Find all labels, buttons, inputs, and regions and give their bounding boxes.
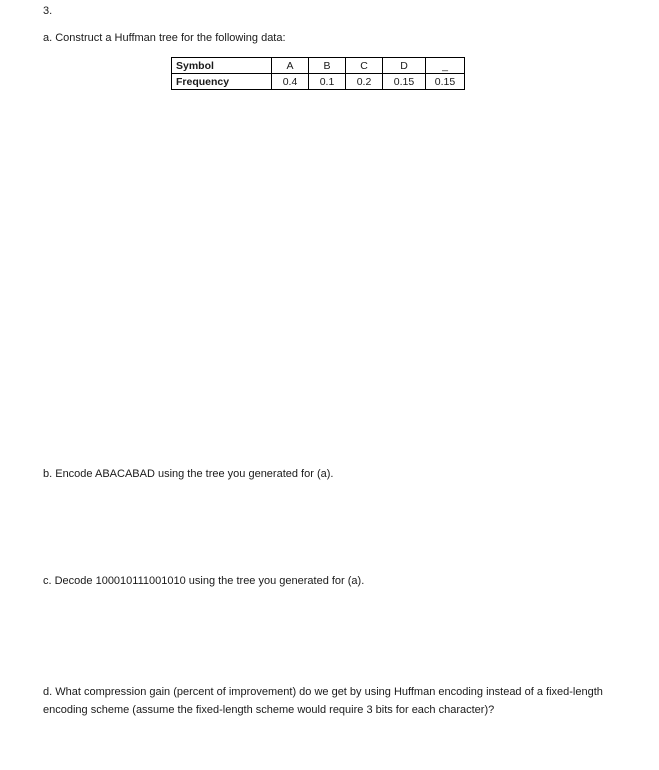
row-header-frequency: Frequency xyxy=(172,74,272,90)
question-number: 3. xyxy=(43,5,53,17)
row-header-symbol: Symbol xyxy=(172,58,272,74)
symbol-cell: A xyxy=(272,58,309,74)
symbol-cell: _ xyxy=(426,58,465,74)
symbol-cell: B xyxy=(309,58,346,74)
frequency-cell: 0.15 xyxy=(426,74,465,90)
part-d-prompt: d. What compression gain (percent of improvement) do we get by using Huffman encoding instead of a fixed-length encoding scheme (assume the fixed-length scheme would require 3 bits for each character)? xyxy=(43,686,603,716)
frequency-cell: 0.4 xyxy=(272,74,309,90)
frequency-cell: 0.2 xyxy=(346,74,383,90)
part-b-prompt: b. Encode ABACABAD using the tree you generated for (a). xyxy=(43,468,334,480)
frequency-cell: 0.15 xyxy=(383,74,426,90)
frequency-table xyxy=(171,57,465,90)
frequency-row xyxy=(172,74,465,90)
symbol-row xyxy=(172,58,465,74)
frequency-cell: 0.1 xyxy=(309,74,346,90)
symbol-cell: D xyxy=(383,58,426,74)
part-a-prompt: a. Construct a Huffman tree for the following data: xyxy=(43,32,286,44)
part-c-prompt: c. Decode 100010111001010 using the tree you generated for (a). xyxy=(43,575,365,587)
symbol-cell: C xyxy=(346,58,383,74)
